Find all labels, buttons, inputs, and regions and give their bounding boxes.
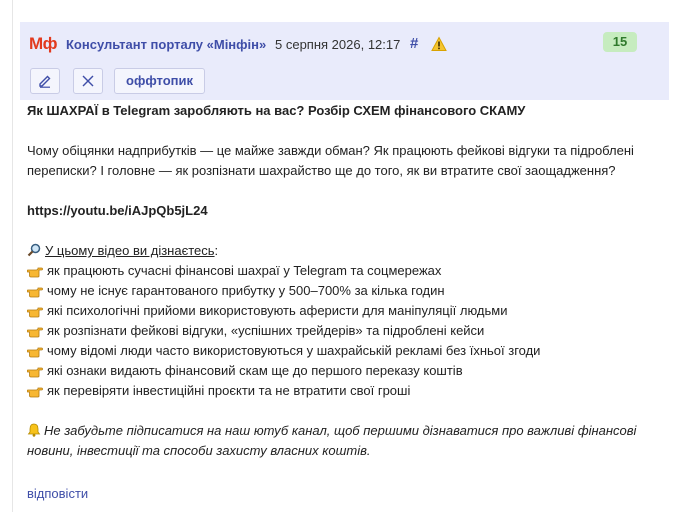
post-title: Як ШАХРАЇ в Telegram заробляють на вас? Розбір СХЕМ фінансового СКАМУ xyxy=(27,103,526,118)
subscribe-note-text: Не забудьте підписатися на наш ютуб канал, щоб першими дізнаватися про важливі фінансові новини, інвестиції та способи захисту власних коштів. xyxy=(27,423,637,458)
subscribe-note xyxy=(27,421,672,461)
list-item xyxy=(27,381,672,401)
edit-button[interactable] xyxy=(30,68,60,94)
pencil-icon xyxy=(38,74,52,88)
author-logo: Мф xyxy=(29,34,58,53)
list-item-text: які ознаки видають фінансовий скам ще до першого переказу коштів xyxy=(47,363,463,378)
list-item-text: чому відомі люди часто використовуються у шахрайській рекламі без їхньої згоди xyxy=(47,343,541,358)
pointing-hand-icon xyxy=(27,384,43,398)
video-link[interactable]: https://youtu.be/iAJpQb5jL24 xyxy=(27,203,208,218)
permalink-hash[interactable]: # xyxy=(410,35,419,52)
reply-link[interactable]: відповісти xyxy=(27,486,89,501)
magnifier-icon xyxy=(27,243,41,257)
list-item xyxy=(27,261,672,281)
pointing-hand-icon xyxy=(27,364,43,378)
learn-colon: : xyxy=(214,243,219,258)
close-button[interactable] xyxy=(73,68,103,94)
post-content xyxy=(27,101,672,461)
list-item xyxy=(27,361,672,381)
post-date: 5 серпня 2026, 12:17 xyxy=(275,37,401,52)
pointing-hand-icon xyxy=(27,264,43,278)
warning-icon[interactable] xyxy=(431,36,447,52)
rating-badge: 15 xyxy=(603,32,637,52)
learn-label: У цьому відео ви дізнаєтесь xyxy=(45,243,215,258)
bell-icon xyxy=(27,423,41,437)
pointing-hand-icon xyxy=(27,324,43,338)
pointing-hand-icon xyxy=(27,284,43,298)
learn-list xyxy=(27,261,672,401)
list-item-text: як працюють сучасні фінансові шахраї у Telegram та соцмережах xyxy=(47,263,442,278)
close-icon xyxy=(82,75,94,87)
post-header xyxy=(20,22,669,100)
list-item-text: чому не існує гарантованого прибутку у 500–700% за кілька годин xyxy=(47,283,445,298)
pointing-hand-icon xyxy=(27,304,43,318)
post-left-border xyxy=(12,0,13,512)
list-item xyxy=(27,301,672,321)
list-item-text: як розпізнати фейкові відгуки, «успішних трейдерів» та підроблені кейси xyxy=(47,323,485,338)
list-item xyxy=(27,321,672,341)
post-intro: Чому обіцянки надприбутків — це майже завжди обман? Як працюють фейкові відгуки та підроблені переписки? І головне — як розпізнати шахрайство ще до того, як ви втратите свої заощадження? xyxy=(27,143,634,178)
learn-heading xyxy=(27,241,672,261)
list-item xyxy=(27,341,672,361)
author-name[interactable]: Консультант порталу «Мінфін» xyxy=(66,37,267,52)
list-item-text: як перевіряти інвестиційні проєкти та не втратити свої гроші xyxy=(47,383,411,398)
list-item xyxy=(27,281,672,301)
list-item-text: які психологічні прийоми використовують аферисти для маніпуляції людьми xyxy=(47,303,508,318)
pointing-hand-icon xyxy=(27,344,43,358)
offtopic-button[interactable]: оффтопик xyxy=(114,68,205,94)
